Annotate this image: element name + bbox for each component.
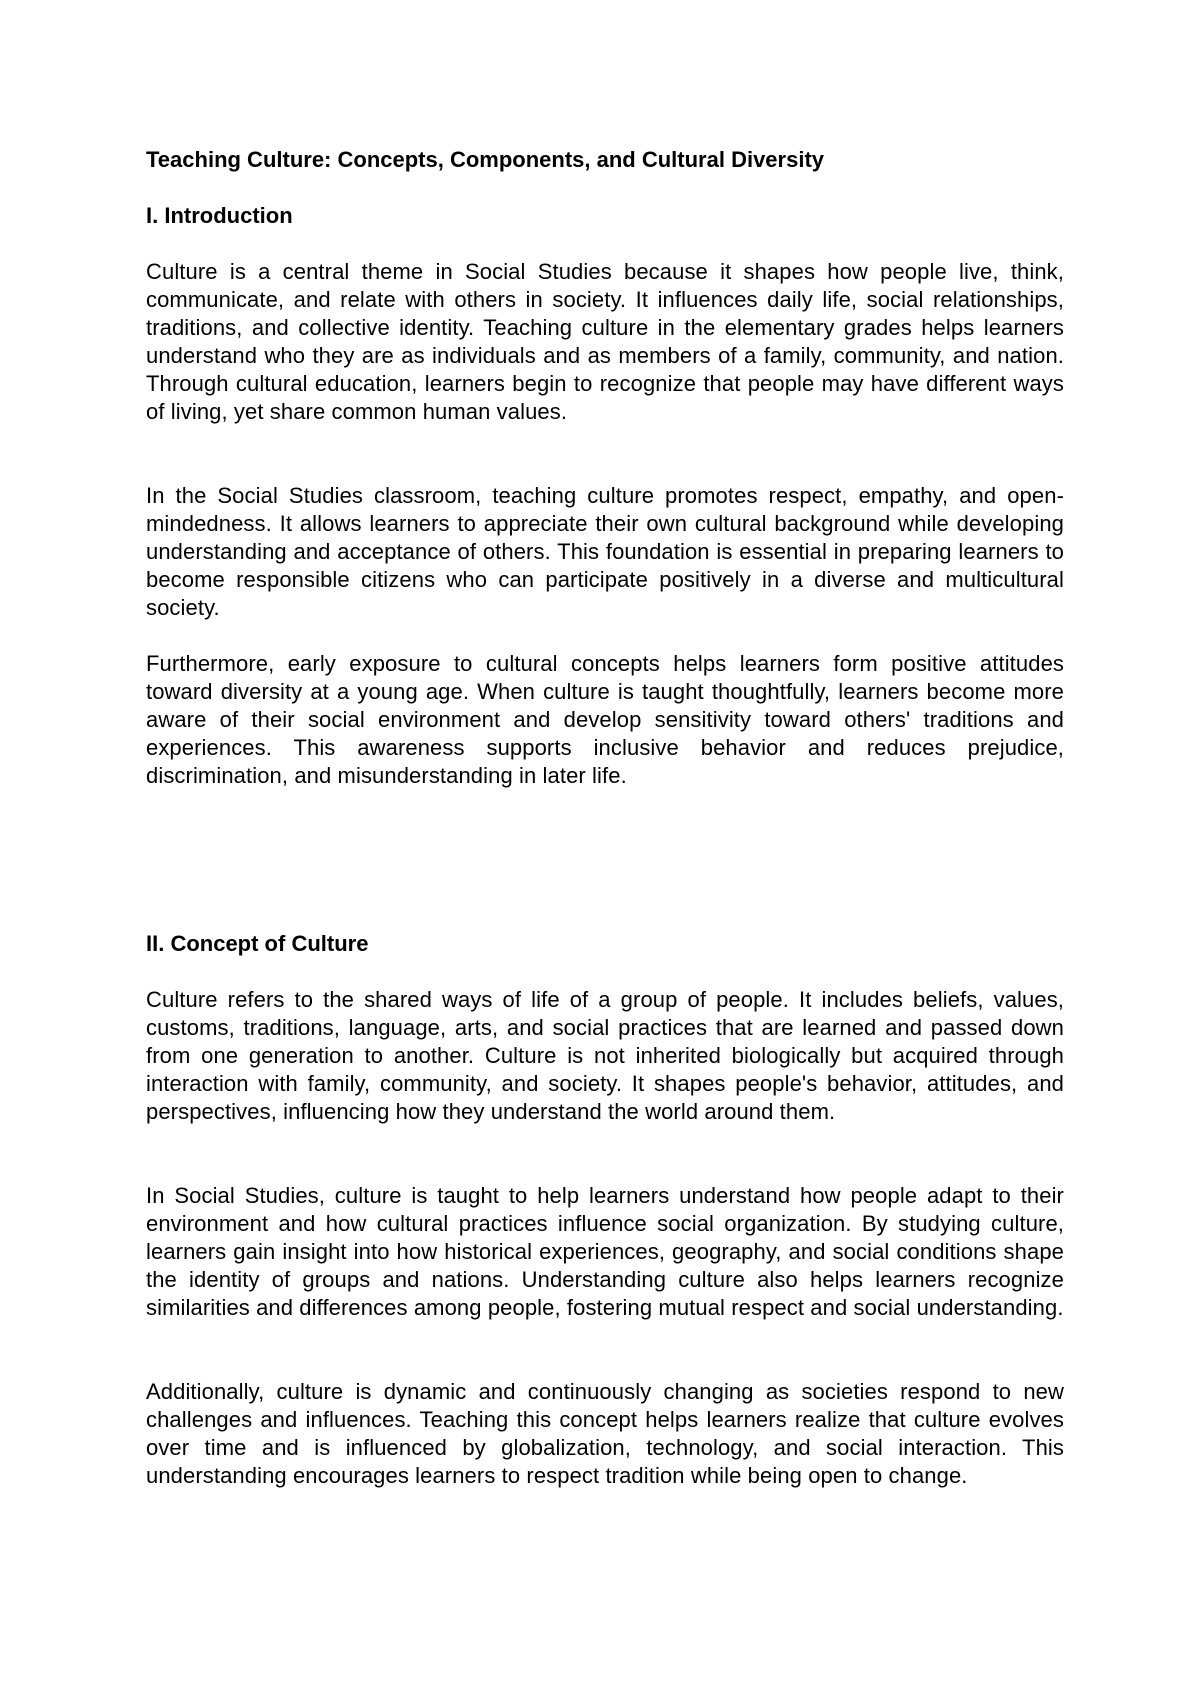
paragraph: In the Social Studies classroom, teaching culture promotes respect, empathy, and open-mindedness. It allows learners to appreciate their own cultural background while developing understanding and acceptance of others. This foundation is essential in preparing learners to become responsible citizens who can participate positively in a diverse and multicultural society.	[146, 483, 1064, 620]
paragraph: Additionally, culture is dynamic and continuously changing as societies respond to new challenges and influences. Teaching this concept helps learners realize that culture evolves over time and is influenced by globalization, technology, and social interaction. This understanding encourages learners to respect tradition while being open to change.	[146, 1379, 1064, 1488]
paragraph: Culture refers to the shared ways of life of a group of people. It includes beliefs, values, customs, traditions, language, arts, and social practices that are learned and passed down from one generation to another. Culture is not inherited biologically but acquired through interaction with family, community, and society. It shapes people's behavior, attitudes, and perspectives, influencing how they understand the world around them.	[146, 987, 1064, 1124]
section-heading-concept-of-culture: II. Concept of Culture	[146, 931, 369, 956]
section-heading-introduction: I. Introduction	[146, 203, 293, 228]
paragraph: In Social Studies, culture is taught to help learners understand how people adapt to their environment and how cultural practices influence social organization. By studying culture, learners gain insight into how historical experiences, geography, and social conditions shape the identity of groups and nations. Understanding culture also helps learners recognize similarities and differences among people, fostering mutual respect and social understanding.	[146, 1183, 1064, 1320]
document-title: Teaching Culture: Concepts, Components, and Cultural Diversity	[146, 147, 825, 172]
paragraph: Furthermore, early exposure to cultural concepts helps learners form positive attitudes toward diversity at a young age. When culture is taught thoughtfully, learners become more aware of their social environment and develop sensitivity toward others' traditions and experiences. This awareness supports inclusive behavior and reduces prejudice, discrimination, and misunderstanding in later life.	[146, 651, 1064, 788]
document-page	[146, 0, 1064, 1696]
paragraph: Culture is a central theme in Social Studies because it shapes how people live, think, communicate, and relate with others in society. It influences daily life, social relationships, traditions, and collective identity. Teaching culture in the elementary grades helps learners understand who they are as individuals and as members of a family, community, and nation. Through cultural education, learners begin to recognize that people may have different ways of living, yet share common human values.	[146, 259, 1064, 424]
